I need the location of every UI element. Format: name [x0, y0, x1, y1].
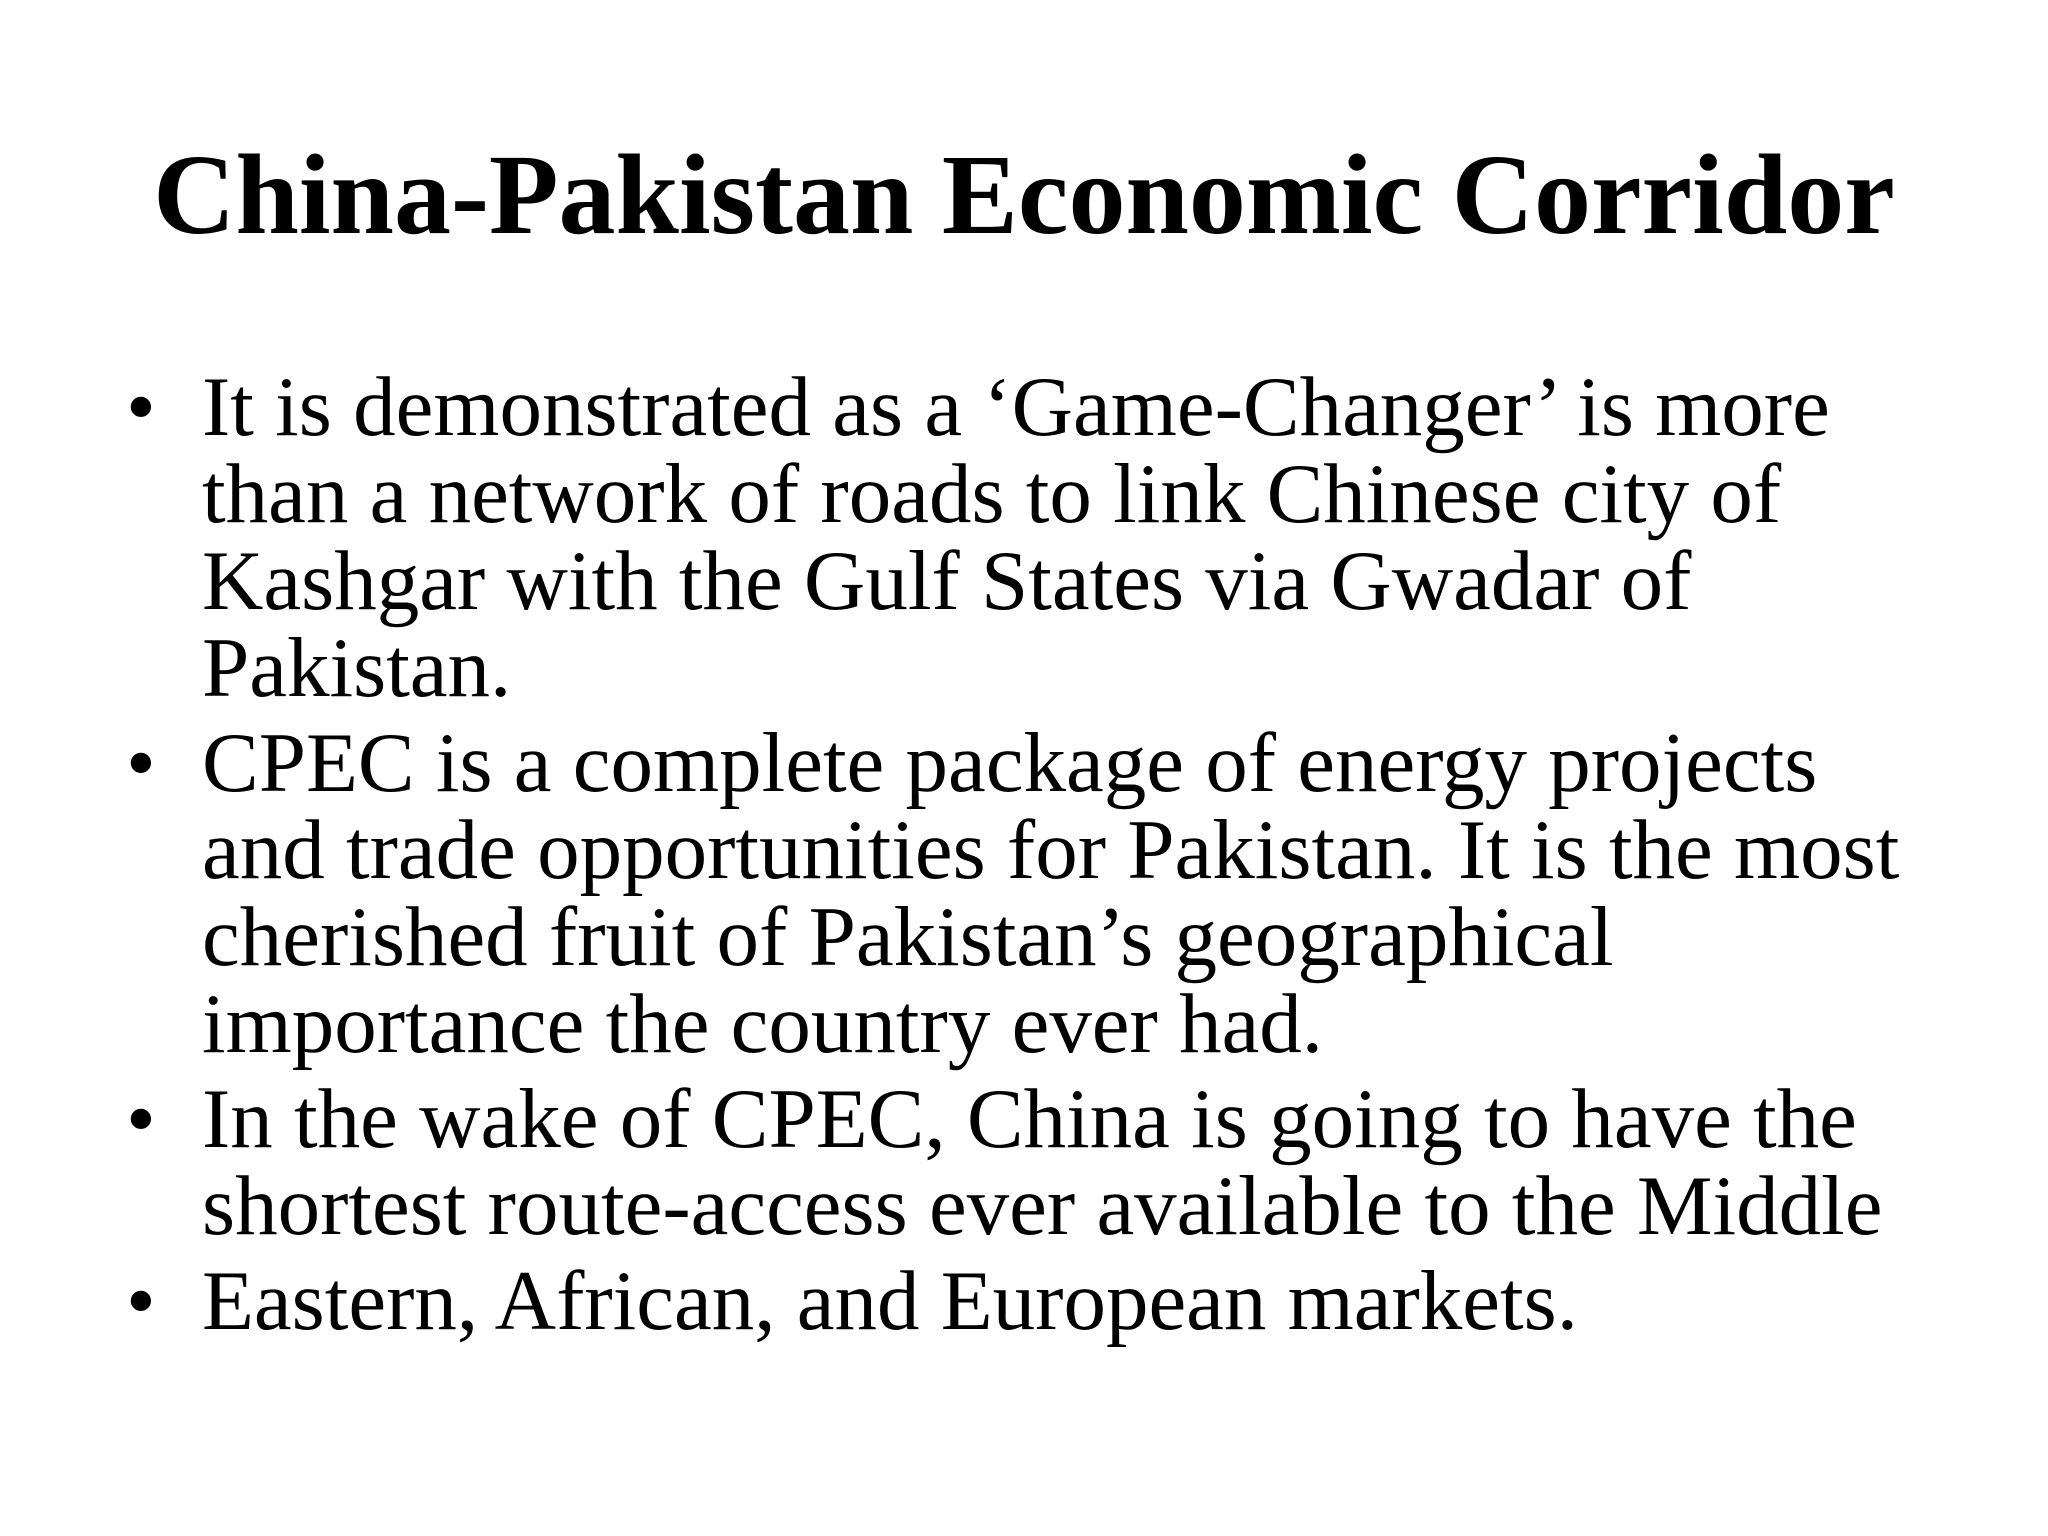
bullet-item [118, 1072, 1998, 1253]
bullet-text-line: CPEC is a complete package of energy projects [202, 716, 1818, 810]
bullet-text-line: cherished fruit of Pakistan’s geographical [202, 890, 1614, 984]
bullet-text-line: Kashgar with the Gulf States via Gwadar of [202, 534, 1692, 628]
bullet-item [118, 716, 1998, 1071]
bullet-text-line: It is demonstrated as a ‘Game-Changer’ is more [202, 360, 1830, 454]
bullet-text-line: Eastern, African, and European markets. [202, 1254, 1578, 1348]
bullet-list [118, 360, 1998, 1353]
bullet-item [118, 1254, 1998, 1348]
bullet-marker: • [126, 716, 156, 810]
bullet-marker: • [126, 1072, 156, 1166]
bullet-text-line: In the wake of CPEC, China is going to have the [202, 1072, 1857, 1166]
bullet-text-line: Pakistan. [202, 621, 512, 715]
slide-title: China-Pakistan Economic Corridor [153, 131, 1895, 258]
bullet-text-line: shortest route-access ever available to the Middle [202, 1159, 1883, 1253]
bullet-text-line: importance the country ever had. [202, 977, 1324, 1071]
bullet-text-line: and trade opportunities for Pakistan. It is the most [202, 803, 1900, 897]
bullet-marker: • [126, 360, 156, 454]
bullet-marker: • [126, 1254, 156, 1348]
bullet-text-line: than a network of roads to link Chinese city of [202, 447, 1782, 541]
bullet-item [118, 360, 1998, 715]
